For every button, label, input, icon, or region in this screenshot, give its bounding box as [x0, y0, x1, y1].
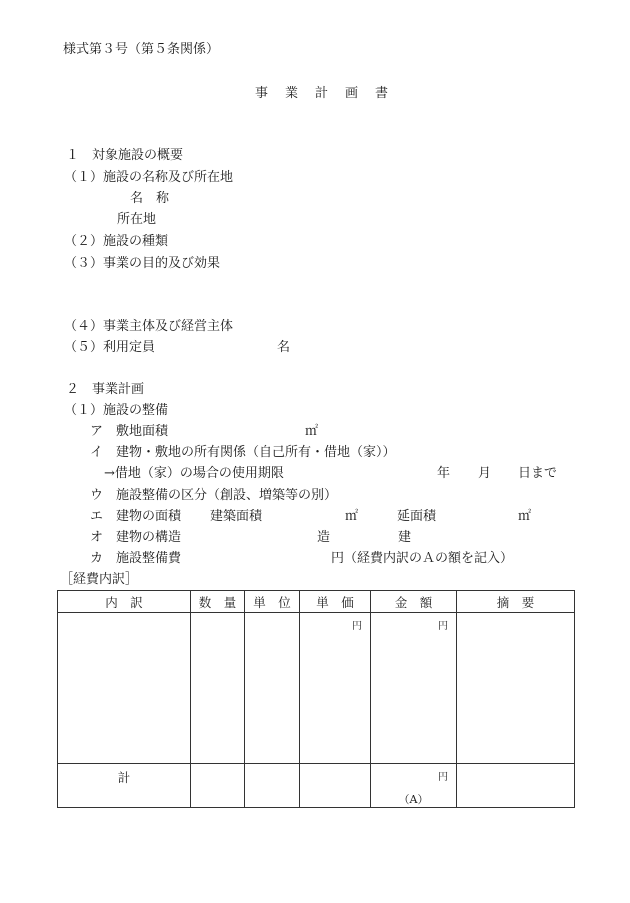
section-1-item-2: （２）施設の種類 — [64, 234, 169, 249]
facility-cost: カ 施設整備費 — [90, 551, 182, 566]
section-1-item-1: （１）施設の名称及び所在地 — [64, 170, 234, 185]
cell-unit[interactable] — [245, 613, 300, 764]
total-row — [58, 764, 575, 808]
floor-area-unit: ㎡ — [518, 509, 532, 524]
header-unit: 単 位 — [245, 591, 300, 613]
lease-year: 年 — [437, 466, 451, 481]
capacity-unit: 名 — [277, 340, 291, 355]
ownership: イ 建物・敷地の所有関係（自己所有・借地（家）） — [90, 445, 396, 460]
cell-quantity[interactable] — [191, 613, 245, 764]
header-item: 内 訳 — [58, 591, 191, 613]
cell-amount[interactable] — [371, 613, 457, 764]
section-2-heading: ２ 事業計画 — [66, 382, 145, 397]
lease-until: 日まで — [518, 466, 558, 481]
section-1-item-5: （５）利用定員 — [64, 340, 156, 355]
total-unit[interactable] — [245, 764, 300, 808]
section-1-item-4: （４）事業主体及び経営主体 — [64, 319, 234, 334]
building-footprint-label: 建築面積 — [210, 509, 263, 524]
cell-item[interactable] — [58, 613, 191, 764]
table-header-row — [58, 591, 575, 613]
cell-remarks[interactable] — [457, 613, 575, 764]
section-2-item-1: （１）施設の整備 — [64, 403, 169, 418]
yen-unit-price: 円 — [352, 621, 362, 632]
yen-total: 円 — [438, 772, 448, 783]
construction-type: ウ 施設整備の区分（創設、増築等の別） — [90, 488, 338, 503]
total-quantity[interactable] — [191, 764, 245, 808]
header-amount: 金 額 — [371, 591, 457, 613]
header-remarks: 摘 要 — [457, 591, 575, 613]
document-title: 事 業 計 画 書 — [255, 86, 391, 101]
site-area: ア 敷地面積 — [90, 424, 169, 439]
facility-cost-note: 円（経費内訳のＡの額を記入） — [331, 551, 514, 566]
header-quantity: 数 量 — [191, 591, 245, 613]
form-number: 様式第３号（第５条関係） — [63, 42, 220, 57]
total-amount[interactable] — [371, 764, 457, 808]
total-unit-price[interactable] — [300, 764, 371, 808]
building-structure: オ 建物の構造 — [90, 530, 182, 545]
total-label: 計 — [117, 770, 131, 785]
lease-period: →借地（家）の場合の使用期限 — [104, 466, 284, 481]
total-a-mark: （A） — [398, 793, 429, 806]
cost-breakdown-table — [57, 590, 575, 808]
table-row — [58, 613, 575, 764]
floor-area-label: 延面積 — [397, 509, 437, 524]
total-remarks[interactable] — [457, 764, 575, 808]
total-label-cell — [58, 764, 191, 808]
building-area: エ 建物の面積 — [90, 509, 182, 524]
lease-month: 月 — [478, 466, 492, 481]
facility-location-label: 所在地 — [117, 212, 157, 227]
section-1-heading: １ 対象施設の概要 — [66, 148, 184, 163]
yen-amount: 円 — [438, 621, 448, 632]
cell-unit-price[interactable] — [300, 613, 371, 764]
section-1-item-3: （３）事業の目的及び効果 — [64, 256, 221, 271]
breakdown-label: ［経費内訳］ — [60, 572, 139, 587]
site-area-unit: ㎡ — [305, 424, 319, 439]
facility-name-label: 名 称 — [130, 191, 170, 206]
building-footprint-unit: ㎡ — [345, 509, 359, 524]
structure-zo: 造 — [317, 530, 331, 545]
structure-ken: 建 — [398, 530, 412, 545]
header-unit-price: 単 価 — [300, 591, 371, 613]
